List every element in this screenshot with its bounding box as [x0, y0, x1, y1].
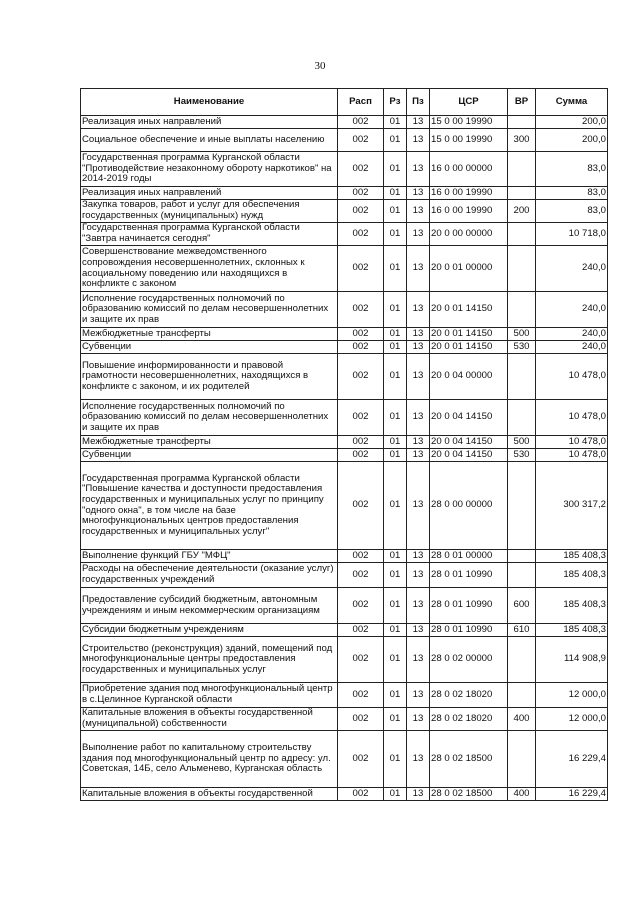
cell-csr: 20 0 04 14150 [430, 400, 508, 436]
cell-rz: 01 [384, 683, 407, 708]
cell-rz: 01 [384, 624, 407, 637]
table-row [81, 731, 608, 788]
cell-rz: 01 [384, 129, 407, 152]
table-row [81, 400, 608, 436]
table-row [81, 683, 608, 708]
cell-vr [508, 550, 536, 563]
cell-rz: 01 [384, 588, 407, 624]
cell-pz: 13 [407, 436, 430, 449]
cell-sum: 16 229,4 [536, 731, 608, 788]
cell-rasp: 002 [338, 341, 384, 354]
table-body [81, 116, 608, 801]
cell-name: Субвенции [81, 341, 338, 354]
cell-pz: 13 [407, 550, 430, 563]
table-header [81, 89, 608, 116]
cell-vr: 200 [508, 200, 536, 223]
table-row [81, 624, 608, 637]
cell-name: Реализация иных направлений [81, 187, 338, 200]
cell-csr: 20 0 01 14150 [430, 341, 508, 354]
cell-sum: 10 478,0 [536, 436, 608, 449]
cell-rasp: 002 [338, 637, 384, 683]
cell-name: Предоставление субсидий бюджетным, автономным учреждениям и иным некоммерческим организациям [81, 588, 338, 624]
cell-rz: 01 [384, 223, 407, 246]
cell-name: Исполнение государственных полномочий по образованию комиссий по делам несовершеннолетних и защите их прав [81, 292, 338, 328]
cell-rz: 01 [384, 187, 407, 200]
cell-csr: 20 0 01 14150 [430, 292, 508, 328]
cell-rasp: 002 [338, 328, 384, 341]
cell-name: Межбюджетные трансферты [81, 436, 338, 449]
cell-csr: 16 0 00 19990 [430, 187, 508, 200]
cell-rasp: 002 [338, 354, 384, 400]
budget-table [80, 88, 608, 801]
table-row [81, 563, 608, 588]
cell-name: Субвенции [81, 449, 338, 462]
cell-vr: 530 [508, 341, 536, 354]
cell-name: Реализация иных направлений [81, 116, 338, 129]
cell-vr [508, 400, 536, 436]
cell-csr: 28 0 00 00000 [430, 462, 508, 550]
page-number: 30 [314, 60, 326, 72]
cell-rz: 01 [384, 116, 407, 129]
cell-sum: 83,0 [536, 187, 608, 200]
cell-vr: 400 [508, 708, 536, 731]
cell-vr: 610 [508, 624, 536, 637]
table-row [81, 200, 608, 223]
table-row [81, 223, 608, 246]
cell-pz: 13 [407, 731, 430, 788]
cell-rasp: 002 [338, 462, 384, 550]
cell-pz: 13 [407, 129, 430, 152]
cell-pz: 13 [407, 116, 430, 129]
cell-rasp: 002 [338, 449, 384, 462]
table-row [81, 187, 608, 200]
cell-rasp: 002 [338, 223, 384, 246]
cell-pz: 13 [407, 588, 430, 624]
cell-sum: 10 718,0 [536, 223, 608, 246]
cell-vr [508, 152, 536, 187]
cell-rasp: 002 [338, 400, 384, 436]
cell-name: Расходы на обеспечение деятельности (оказание услуг) государственных учреждений [81, 563, 338, 588]
header-pz: Пз [407, 89, 430, 116]
cell-vr: 600 [508, 588, 536, 624]
cell-name: Капитальные вложения в объекты государственной [81, 788, 338, 801]
cell-name: Субсидии бюджетным учреждениям [81, 624, 338, 637]
cell-sum: 240,0 [536, 328, 608, 341]
cell-rz: 01 [384, 200, 407, 223]
cell-name: Капитальные вложения в объекты государственной (муниципальной) собственности [81, 708, 338, 731]
cell-vr [508, 116, 536, 129]
cell-pz: 13 [407, 187, 430, 200]
cell-sum: 300 317,2 [536, 462, 608, 550]
cell-rz: 01 [384, 637, 407, 683]
cell-name: Государственная программа Курганской области "Завтра начинается сегодня" [81, 223, 338, 246]
cell-rasp: 002 [338, 588, 384, 624]
cell-rz: 01 [384, 246, 407, 292]
cell-csr: 28 0 01 10990 [430, 624, 508, 637]
table-row [81, 436, 608, 449]
cell-sum: 240,0 [536, 292, 608, 328]
cell-rasp: 002 [338, 292, 384, 328]
header-csr: ЦСР [430, 89, 508, 116]
table-row [81, 152, 608, 187]
cell-csr: 20 0 00 00000 [430, 223, 508, 246]
table-row [81, 637, 608, 683]
cell-sum: 200,0 [536, 116, 608, 129]
cell-csr: 28 0 02 18500 [430, 731, 508, 788]
cell-name: Государственная программа Курганской области "Повышение качества и доступности предоставления государственных и муниципальных услуг по принципу "одного окна", в том числе на базе многофункциональных центров предоставления государственных и муниципальных услуг" [81, 462, 338, 550]
table-row [81, 550, 608, 563]
header-sum: Сумма [536, 89, 608, 116]
cell-sum: 185 408,3 [536, 563, 608, 588]
cell-pz: 13 [407, 200, 430, 223]
cell-rz: 01 [384, 436, 407, 449]
cell-vr [508, 462, 536, 550]
cell-rz: 01 [384, 354, 407, 400]
header-name: Наименование [81, 89, 338, 116]
cell-rasp: 002 [338, 129, 384, 152]
cell-csr: 20 0 01 14150 [430, 328, 508, 341]
cell-rz: 01 [384, 328, 407, 341]
cell-vr [508, 563, 536, 588]
cell-csr: 28 0 01 10990 [430, 588, 508, 624]
cell-pz: 13 [407, 328, 430, 341]
table-row [81, 246, 608, 292]
cell-vr [508, 637, 536, 683]
cell-rasp: 002 [338, 731, 384, 788]
cell-pz: 13 [407, 788, 430, 801]
cell-pz: 13 [407, 246, 430, 292]
cell-sum: 185 408,3 [536, 550, 608, 563]
cell-csr: 16 0 00 19990 [430, 200, 508, 223]
cell-pz: 13 [407, 152, 430, 187]
cell-sum: 114 908,9 [536, 637, 608, 683]
header-rz: Рз [384, 89, 407, 116]
cell-name: Выполнение функций ГБУ "МФЦ" [81, 550, 338, 563]
cell-vr: 530 [508, 449, 536, 462]
cell-csr: 28 0 02 18020 [430, 708, 508, 731]
table-row [81, 354, 608, 400]
table-row [81, 292, 608, 328]
cell-csr: 28 0 02 18020 [430, 683, 508, 708]
cell-rz: 01 [384, 788, 407, 801]
cell-name: Социальное обеспечение и иные выплаты населению [81, 129, 338, 152]
cell-rasp: 002 [338, 708, 384, 731]
cell-vr: 400 [508, 788, 536, 801]
cell-csr: 16 0 00 00000 [430, 152, 508, 187]
cell-vr [508, 292, 536, 328]
cell-vr [508, 354, 536, 400]
cell-name: Выполнение работ по капитальному строительству здания под многофункциональный центр по адресу: ул. Советская, 14Б, село Альменево, Курганская область [81, 731, 338, 788]
cell-rasp: 002 [338, 683, 384, 708]
cell-pz: 13 [407, 354, 430, 400]
cell-rz: 01 [384, 708, 407, 731]
cell-rasp: 002 [338, 436, 384, 449]
cell-pz: 13 [407, 624, 430, 637]
header-row [81, 89, 608, 116]
cell-rz: 01 [384, 449, 407, 462]
cell-rz: 01 [384, 400, 407, 436]
cell-pz: 13 [407, 292, 430, 328]
table-row [81, 328, 608, 341]
cell-rasp: 002 [338, 200, 384, 223]
cell-rz: 01 [384, 152, 407, 187]
cell-name: Закупка товаров, работ и услуг для обеспечения государственных (муниципальных) нужд [81, 200, 338, 223]
cell-sum: 185 408,3 [536, 624, 608, 637]
cell-rasp: 002 [338, 624, 384, 637]
header-vr: ВР [508, 89, 536, 116]
cell-vr [508, 223, 536, 246]
cell-vr [508, 187, 536, 200]
cell-rasp: 002 [338, 187, 384, 200]
cell-rz: 01 [384, 563, 407, 588]
cell-rz: 01 [384, 341, 407, 354]
cell-pz: 13 [407, 223, 430, 246]
cell-name: Повышение информированности и правовой грамотности несовершеннолетних, находящихся в конфликте с законом, и их родителей [81, 354, 338, 400]
table-row [81, 341, 608, 354]
cell-rz: 01 [384, 462, 407, 550]
cell-sum: 185 408,3 [536, 588, 608, 624]
cell-csr: 20 0 01 00000 [430, 246, 508, 292]
cell-pz: 13 [407, 637, 430, 683]
cell-rasp: 002 [338, 550, 384, 563]
table-row [81, 116, 608, 129]
cell-sum: 240,0 [536, 341, 608, 354]
cell-sum: 10 478,0 [536, 449, 608, 462]
cell-name: Исполнение государственных полномочий по образованию комиссий по делам несовершеннолетних и защите их прав [81, 400, 338, 436]
cell-sum: 16 229,4 [536, 788, 608, 801]
cell-sum: 12 000,0 [536, 683, 608, 708]
cell-sum: 12 000,0 [536, 708, 608, 731]
cell-vr [508, 683, 536, 708]
cell-csr: 15 0 00 19990 [430, 116, 508, 129]
cell-pz: 13 [407, 708, 430, 731]
cell-rasp: 002 [338, 116, 384, 129]
table-row [81, 788, 608, 801]
table-row [81, 588, 608, 624]
cell-rasp: 002 [338, 563, 384, 588]
cell-sum: 10 478,0 [536, 400, 608, 436]
cell-pz: 13 [407, 683, 430, 708]
cell-csr: 20 0 04 14150 [430, 436, 508, 449]
cell-sum: 10 478,0 [536, 354, 608, 400]
cell-pz: 13 [407, 400, 430, 436]
table-row [81, 708, 608, 731]
cell-csr: 28 0 02 00000 [430, 637, 508, 683]
header-rasp: Расп [338, 89, 384, 116]
cell-pz: 13 [407, 462, 430, 550]
table-row [81, 129, 608, 152]
cell-csr: 28 0 02 18500 [430, 788, 508, 801]
cell-csr: 20 0 04 00000 [430, 354, 508, 400]
cell-csr: 28 0 01 00000 [430, 550, 508, 563]
cell-sum: 83,0 [536, 152, 608, 187]
cell-csr: 28 0 01 10990 [430, 563, 508, 588]
cell-name: Строительство (реконструкция) зданий, помещений под многофункциональные центры предоставления государственных и муниципальных услуг [81, 637, 338, 683]
cell-sum: 240,0 [536, 246, 608, 292]
cell-rasp: 002 [338, 788, 384, 801]
cell-rasp: 002 [338, 152, 384, 187]
table-row [81, 449, 608, 462]
cell-rasp: 002 [338, 246, 384, 292]
cell-rz: 01 [384, 731, 407, 788]
cell-rz: 01 [384, 550, 407, 563]
cell-name: Государственная программа Курганской области "Противодействие незаконному обороту наркотиков" на 2014-2019 годы [81, 152, 338, 187]
cell-vr [508, 731, 536, 788]
table-row [81, 462, 608, 550]
cell-name: Межбюджетные трансферты [81, 328, 338, 341]
cell-csr: 15 0 00 19990 [430, 129, 508, 152]
cell-sum: 200,0 [536, 129, 608, 152]
cell-rz: 01 [384, 292, 407, 328]
cell-pz: 13 [407, 449, 430, 462]
cell-name: Приобретение здания под многофункциональный центр в с.Целинное Курганской области [81, 683, 338, 708]
cell-vr: 500 [508, 436, 536, 449]
cell-name: Совершенствование межведомственного сопровождения несовершеннолетних, склонных к асоциальному поведению или находящихся в конфликте с законом [81, 246, 338, 292]
cell-csr: 20 0 04 14150 [430, 449, 508, 462]
cell-vr [508, 246, 536, 292]
cell-sum: 83,0 [536, 200, 608, 223]
cell-vr: 300 [508, 129, 536, 152]
cell-pz: 13 [407, 563, 430, 588]
cell-pz: 13 [407, 341, 430, 354]
cell-vr: 500 [508, 328, 536, 341]
